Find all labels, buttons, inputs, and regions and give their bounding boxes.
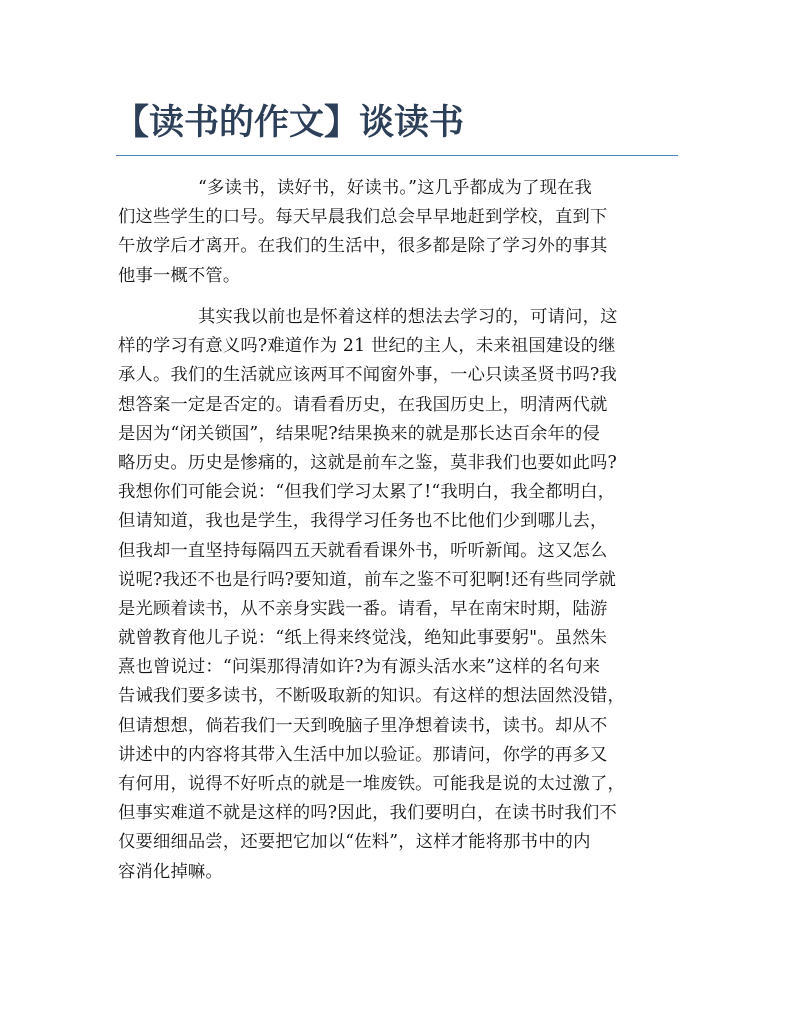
paragraph-line: 仅要细细品尝，还要把它加以“佐料”，这样才能将那书中的内 (118, 832, 591, 853)
paragraph-line: 但我却一直坚持每隔四五天就看看课外书，听听新闻。这又怎么 (118, 540, 608, 561)
paragraph-2 (118, 303, 678, 887)
paragraph-line: 我想你们可能会说：“但我们学习太累了!“我明白，我全都明白， (118, 482, 616, 503)
paragraph-line: 告诫我们要多读书，不断吸取新的知识。有这样的想法固然没错， (118, 686, 625, 707)
paragraph-line: 是光顾着读书，从不亲身实践一番。请看，早在南宋时期，陆游 (118, 598, 608, 619)
paragraph-line: “多读书，读好书，好读书。”这几乎都成为了现在我 (198, 178, 593, 198)
paragraph-line: 想答案一定是否定的。请看看历史，在我国历史上，明清两代就 (118, 394, 608, 415)
paragraph-line: 就曾教育他儿子说：“纸上得来终觉浅，绝知此事要躬"。虽然朱 (118, 628, 608, 649)
paragraph-line: 熹也曾说过：“问渠那得清如许?为有源头活水来”这样的名句来 (118, 657, 601, 678)
title-divider (116, 155, 678, 156)
paragraph-line: 但事实难道不就是这样的吗?因此，我们要明白，在读书时我们不 (118, 803, 617, 824)
paragraph-line: 讲述中的内容将其带入生活中加以验证。那请问，你学的再多又 (118, 744, 608, 765)
paragraph-line: 但请想想，倘若我们一天到晚脑子里净想着读书，读书。却从不 (118, 715, 608, 736)
paragraph-line: 容消化掉嘛。 (118, 861, 223, 882)
paragraph-line: 承人。我们的生活就应该两耳不闻窗外事，一心只读圣贤书吗?我 (118, 365, 617, 386)
paragraph-1 (118, 174, 678, 291)
paragraph-line: 有何用，说得不好听点的就是一堆废铁。可能我是说的太过激了， (118, 774, 625, 794)
paragraph-line: 但请知道，我也是学生，我得学习任务也不比他们少到哪儿去， (118, 511, 608, 532)
paragraph-line: 样的学习有意义吗?难道作为 21 世纪的主人，未来祖国建设的继 (118, 336, 616, 357)
paragraph-line: 他事一概不管。 (118, 265, 241, 286)
document-title: 【读书的作文】谈读书 (114, 103, 465, 143)
paragraph-line: 是因为“闭关锁国”，结果呢?结果换来的就是那长达百余年的侵 (118, 423, 601, 444)
paragraph-line: 说呢?我还不也是行吗?要知道，前车之鉴不可犯啊!还有些同学就 (118, 569, 617, 590)
paragraph-line: 略历史。历史是惨痛的，这就是前车之鉴，莫非我们也要如此吗? (118, 452, 617, 473)
paragraph-line: 午放学后才离开。在我们的生活中，很多都是除了学习外的事其 (118, 236, 608, 257)
paragraph-line: 们这些学生的口号。每天早晨我们总会早早地赶到学校，直到下 (118, 207, 608, 228)
paragraph-line: 其实我以前也是怀着这样的想法去学习的，可请问，这 (198, 307, 618, 327)
